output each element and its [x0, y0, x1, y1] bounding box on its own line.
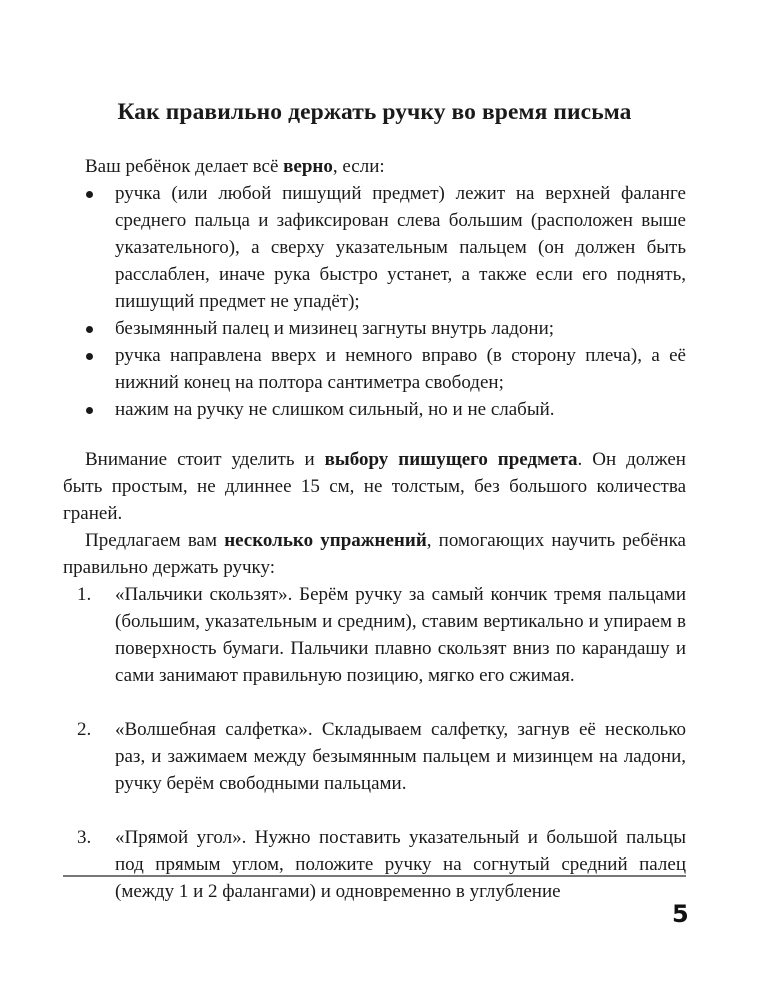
list-item-text: ручка направлена вверх и немного вправо (в сторону плеча), а её нижний конец на полтора сантиметра свободен; [115, 345, 686, 393]
body-text [63, 153, 686, 905]
exercise-item [63, 716, 686, 797]
list-item [63, 315, 686, 342]
exercise-item [63, 824, 686, 905]
exercise-number: 3. [77, 827, 92, 848]
page-number: 5 [672, 900, 689, 928]
intro-text-end: , если: [332, 156, 385, 177]
footer-divider [63, 875, 686, 877]
intro-text: Ваш ребёнок делает всё [85, 156, 284, 177]
criteria-list [63, 180, 686, 423]
paragraph-text-end: , помогающих научить ребёнка правильно держать ручку: [63, 530, 686, 578]
list-item-text: нажим на ручку не слишком сильный, но и не слабый. [115, 399, 555, 420]
bullet-icon [86, 407, 93, 414]
intro-emphasis: верно [283, 156, 333, 177]
list-item [63, 180, 686, 315]
bullet-icon [86, 191, 93, 198]
paragraph-text-end: . Он должен быть простым, не длиннее 15 см, не толстым, без большого количества граней. [63, 449, 686, 524]
writing-tool-paragraph [63, 446, 686, 527]
exercise-item [63, 581, 686, 689]
exercise-number: 2. [77, 719, 92, 740]
page-title: Как правильно держать ручку во время письма [117, 99, 632, 125]
bullet-icon [86, 326, 93, 333]
spacer [63, 423, 686, 446]
list-item-text: ручка (или любой пишущий предмет) лежит на верхней фаланге среднего пальца и зафиксирован слева большим (расположен выше указательного), а сверху указательным пальцем (он должен быть расслаблен, иначе рука быстро устанет, а также если его поднять, пишущий предмет не упадёт); [115, 183, 686, 312]
list-item-text: безымянный палец и мизинец загнуты внутрь ладони; [115, 318, 555, 339]
list-item [63, 342, 686, 396]
exercise-number: 1. [77, 584, 92, 605]
exercise-list [63, 581, 686, 905]
paragraph-emphasis: выбору пишущего предмета [324, 449, 578, 470]
list-item [63, 396, 686, 423]
exercises-intro-paragraph [63, 527, 686, 581]
bullet-icon [86, 353, 93, 360]
paragraph-emphasis: несколько упражнений [224, 530, 427, 551]
paragraph-text: Предлагаем вам [85, 530, 225, 551]
exercise-text: «Прямой угол». Нужно поставить указательный и большой пальцы под прямым углом, положите ручку на согнутый средний палец (между 1 и 2 фалангами) и одновременно в углубление [115, 827, 686, 902]
paragraph-text: Внимание стоит уделить и [85, 449, 325, 470]
exercise-text: «Пальчики скользят». Берём ручку за самый кончик тремя пальцами (большим, указательным и средним), ставим вертикально и упираем в поверхность бумаги. Пальчики плавно скользят вниз по карандашу и сами занимают правильную позицию, мягко его сжимая. [115, 584, 686, 686]
exercise-text: «Волшебная салфетка». Складываем салфетку, загнув её несколько раз, и зажимаем между безымянным пальцем и мизинцем на ладони, ручку берём свободными пальцами. [115, 719, 686, 794]
intro-paragraph [63, 153, 686, 180]
